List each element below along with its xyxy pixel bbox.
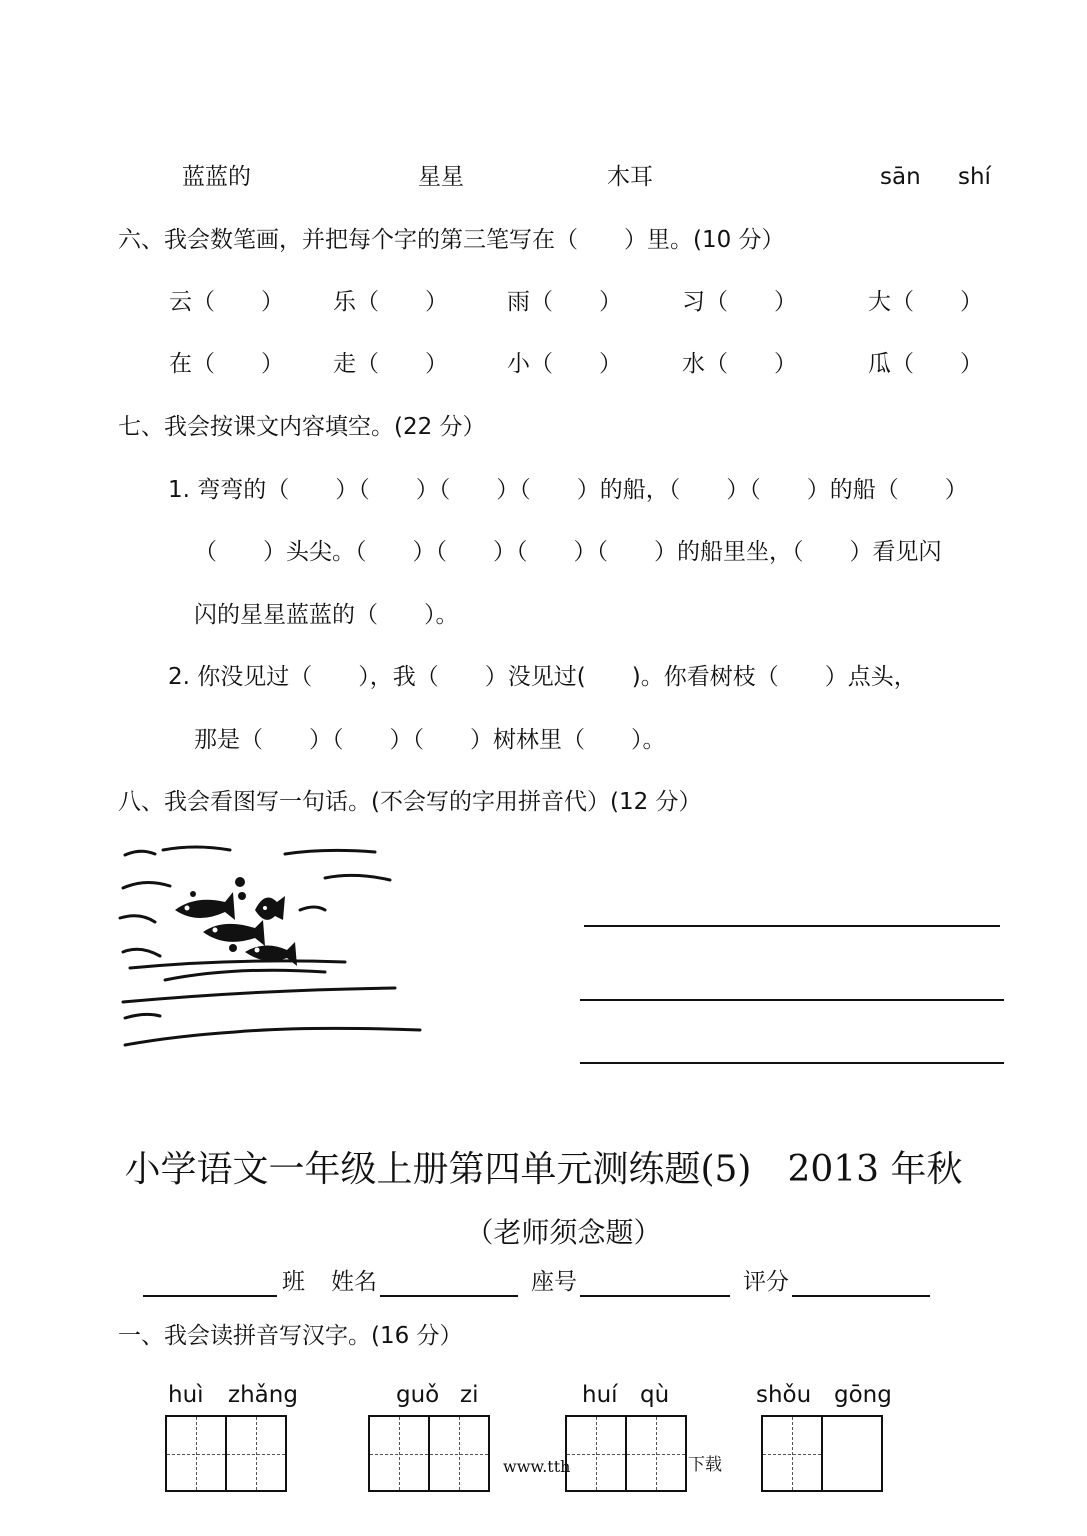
writing-grid[interactable] — [165, 1415, 287, 1492]
pinyin: gōng — [834, 1382, 892, 1408]
class-blank[interactable] — [143, 1295, 277, 1297]
answer-line-3[interactable] — [580, 1062, 1004, 1064]
word-muer: 木耳 — [607, 164, 653, 190]
grid-cell[interactable] — [167, 1417, 227, 1490]
score-blank[interactable] — [792, 1295, 930, 1297]
pinyin-san: sān — [880, 164, 921, 190]
writing-grid[interactable] — [761, 1415, 883, 1492]
section6-heading: 六、我会数笔画，并把每个字的第三笔写在（ ）里。(10 分） — [118, 227, 785, 253]
stroke-item: 乐（ ） — [333, 289, 448, 315]
page-title: 小学语文一年级上册第四单元测练题(5) 2013 年秋 — [124, 1149, 963, 1190]
fish-picture — [115, 840, 425, 1055]
name-label: 姓名 — [331, 1269, 377, 1295]
pinyin: qù — [640, 1382, 670, 1408]
seat-label: 座号 — [531, 1269, 577, 1295]
word-lanlan: 蓝蓝的 — [182, 164, 251, 190]
page-subtitle: （老师须念题） — [465, 1216, 662, 1249]
stroke-item: 在（ ） — [169, 351, 284, 377]
pinyin: huì — [168, 1382, 204, 1408]
grid-cell[interactable] — [763, 1417, 823, 1490]
pinyin: zi — [460, 1382, 479, 1408]
section7-heading: 七、我会按课文内容填空。(22 分） — [118, 414, 486, 440]
stroke-item: 大（ ） — [868, 289, 983, 315]
answer-line-1[interactable] — [584, 925, 1000, 927]
stroke-item: 瓜（ ） — [868, 351, 983, 377]
stroke-item: 习（ ） — [682, 289, 797, 315]
grid-cell[interactable] — [430, 1417, 488, 1490]
fill-line-3: 闪的星星蓝蓝的（ ）。 — [194, 602, 459, 628]
grid-cell[interactable] — [823, 1417, 881, 1490]
pinyin: huí — [582, 1382, 618, 1408]
fill-line-5: 那是（ ）（ ）（ ）树林里（ ）。 — [194, 727, 666, 753]
stroke-item: 小（ ） — [507, 351, 622, 377]
grid-cell[interactable] — [627, 1417, 685, 1490]
fill-line-4: 2. 你没见过（ ），我（ ）没见过( )。你看树枝（ ）点头， — [168, 664, 917, 690]
writing-grid[interactable] — [368, 1415, 490, 1492]
seat-blank[interactable] — [580, 1295, 730, 1297]
watermark-right: 下载 — [688, 1455, 722, 1475]
stroke-item: 雨（ ） — [507, 289, 622, 315]
stroke-item: 水（ ） — [682, 351, 797, 377]
fill-line-2: （ ）头尖。（ ）（ ）（ ）（ ）的船里坐，（ ）看见闪 — [194, 539, 942, 565]
pinyin: guǒ — [396, 1382, 440, 1408]
pinyin-shi: shí — [958, 164, 991, 190]
pinyin: shǒu — [756, 1382, 812, 1408]
grid-cell[interactable] — [370, 1417, 430, 1490]
grid-cell[interactable] — [567, 1417, 627, 1490]
stroke-item: 云（ ） — [169, 289, 284, 315]
grid-cell[interactable] — [227, 1417, 285, 1490]
class-label: 班 — [282, 1269, 305, 1295]
stroke-item: 走（ ） — [333, 351, 448, 377]
word-xingxing: 星星 — [418, 164, 464, 190]
fill-line-1: 1. 弯弯的（ ）（ ）（ ）（ ）的船，（ ）（ ）的船（ ） — [168, 477, 968, 503]
pinyin: zhǎng — [228, 1382, 298, 1408]
score-label: 评分 — [743, 1269, 789, 1295]
section1-heading: 一、我会读拼音写汉字。(16 分） — [118, 1323, 463, 1349]
writing-grid[interactable] — [565, 1415, 687, 1492]
answer-line-2[interactable] — [580, 999, 1004, 1001]
section8-heading: 八、我会看图写一句话。(不会写的字用拼音代）(12 分） — [118, 789, 702, 815]
name-blank[interactable] — [380, 1295, 518, 1297]
watermark-left: www.tth — [503, 1457, 571, 1476]
